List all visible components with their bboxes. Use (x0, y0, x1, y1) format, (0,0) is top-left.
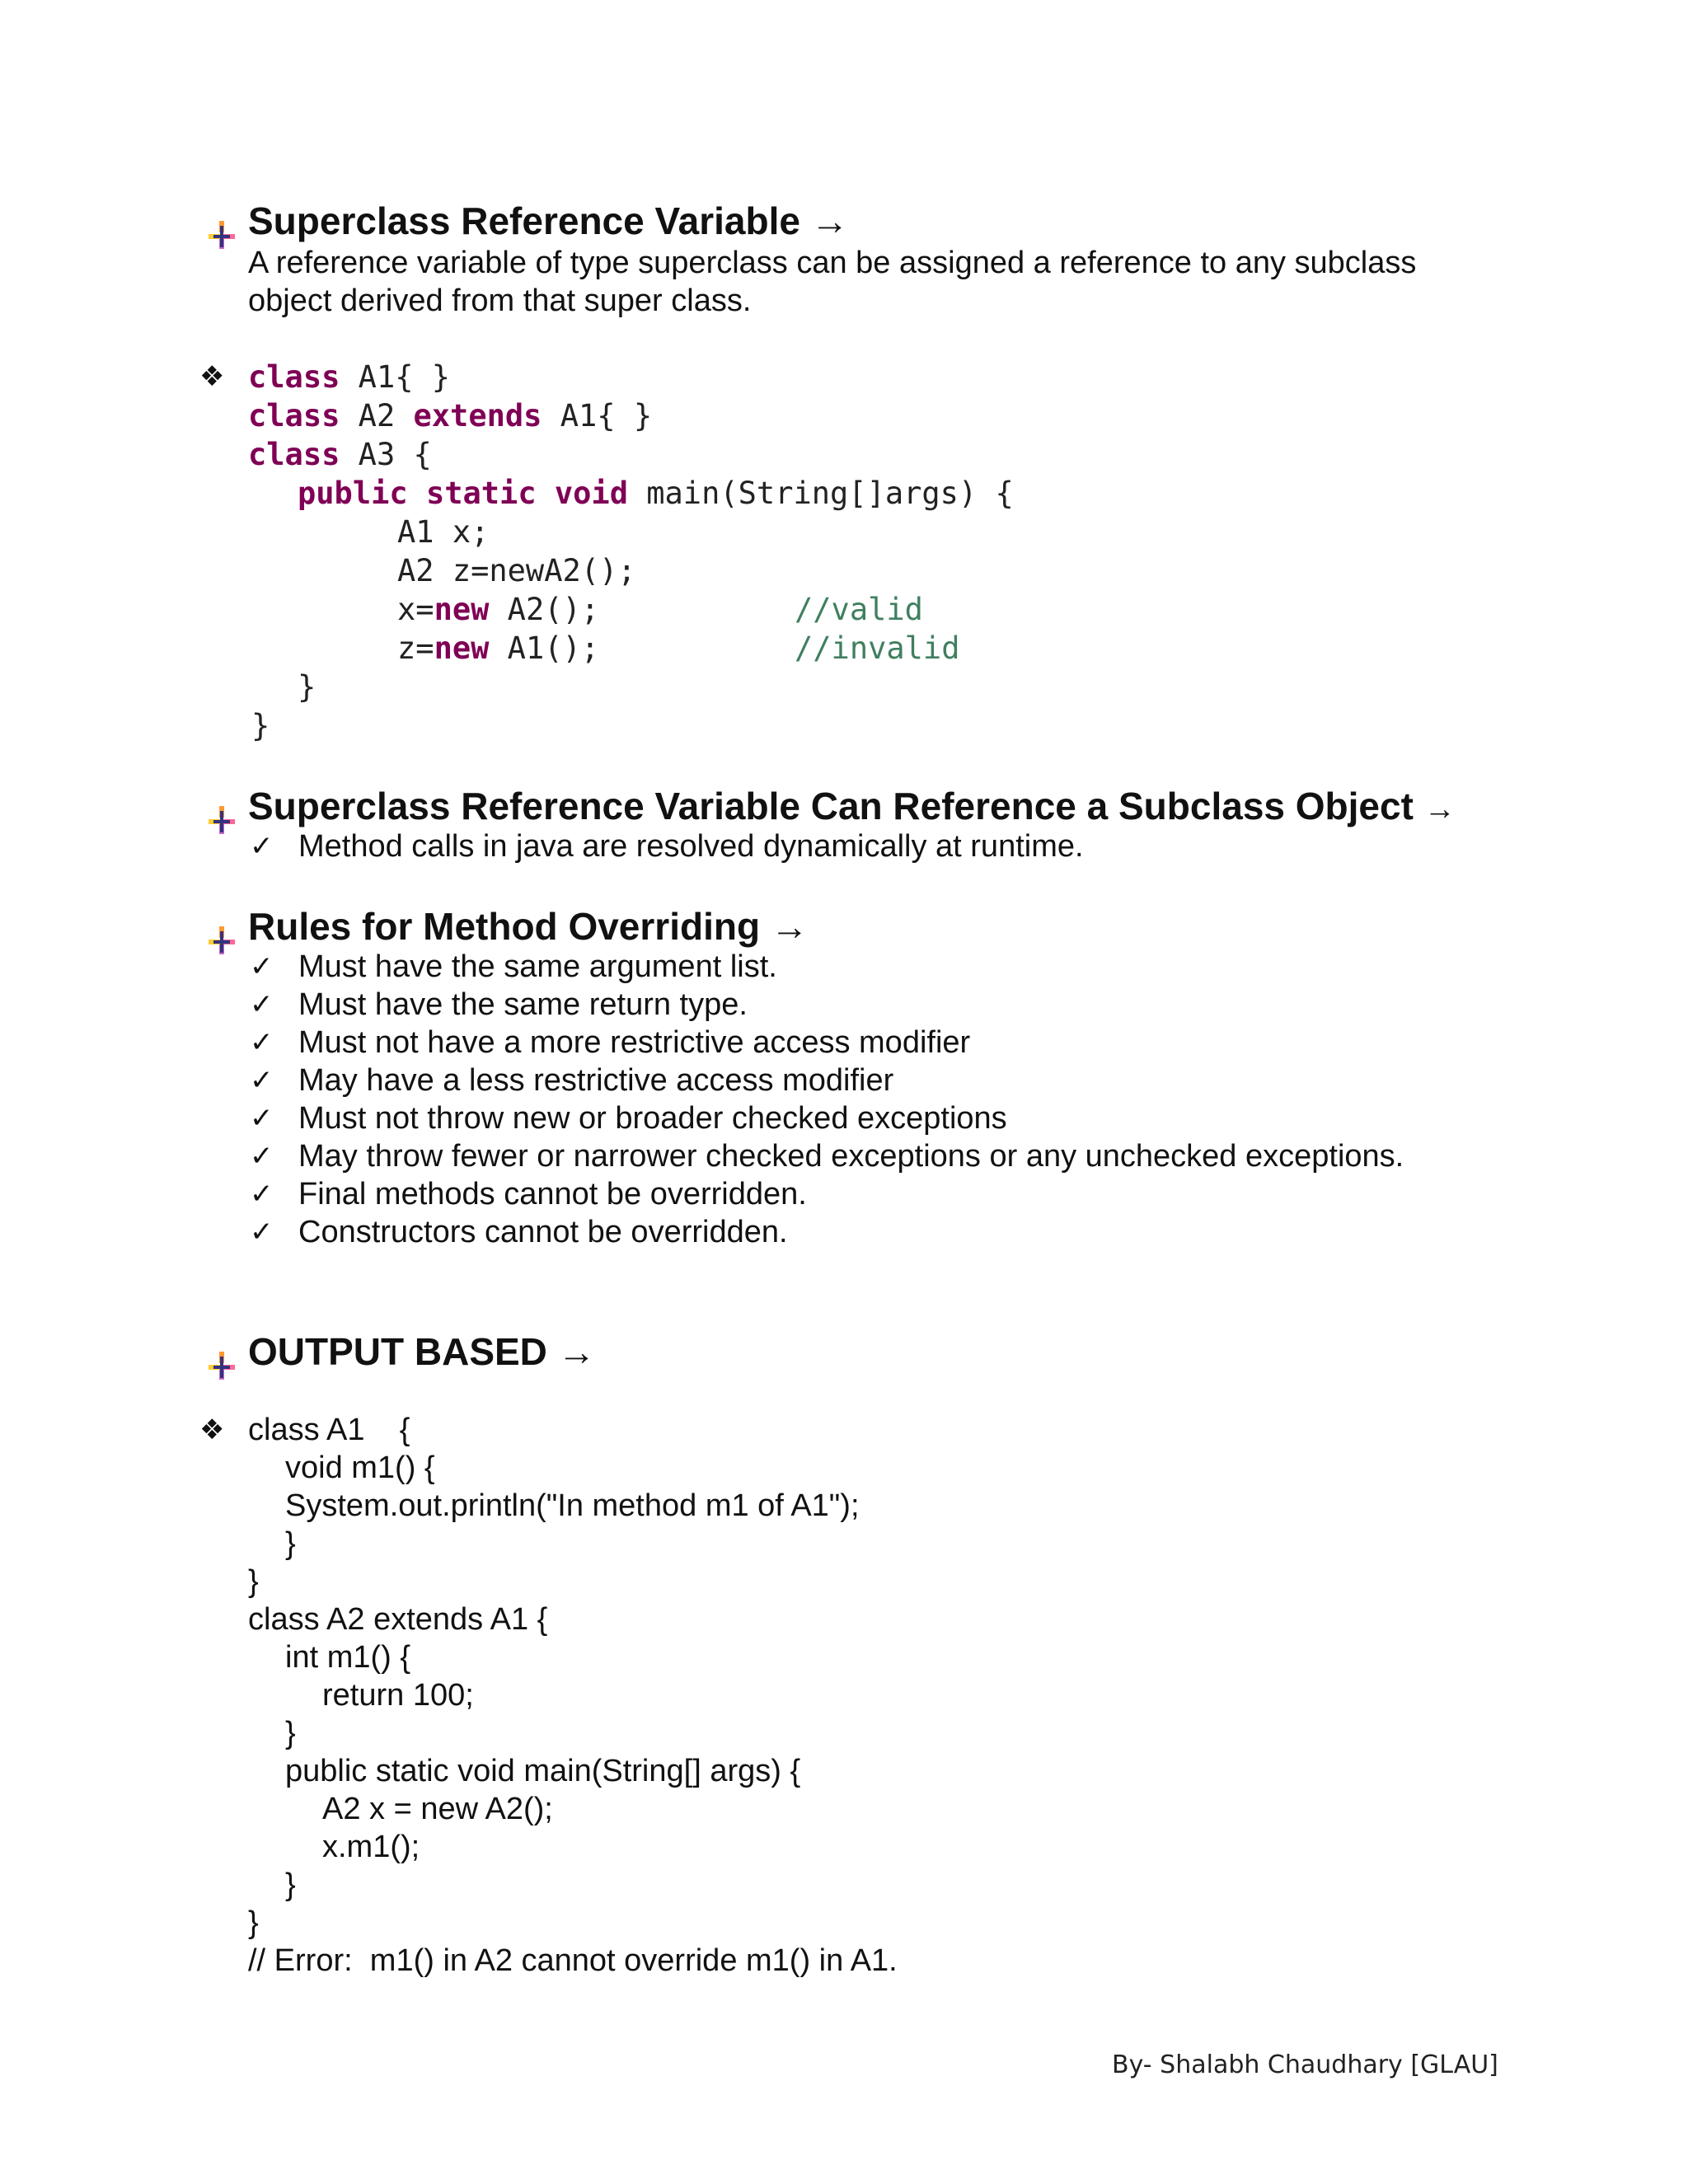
code-text: main(String[]args) { (627, 476, 1014, 511)
code-line: } (285, 1526, 296, 1561)
code-keyword: class (248, 398, 340, 434)
code-keyword: new (434, 592, 490, 627)
code-keyword: void (554, 476, 628, 511)
check-icon: ✓ (250, 988, 274, 1021)
code-line: A1 x; (397, 514, 490, 550)
code-text: z= (397, 630, 434, 666)
code-keyword: extends (413, 398, 542, 434)
code-line: void m1() { (285, 1451, 435, 1485)
section-heading-output-based: OUTPUT BASED → (248, 1330, 596, 1373)
code-line: A2 z=newA2(); (397, 553, 636, 588)
section1-paragraph-line-2: object derived from that super class. (248, 284, 752, 318)
code-line: System.out.println("In method m1 of A1"); (285, 1488, 860, 1523)
code-line: int m1() { (285, 1640, 411, 1675)
section1-paragraph-line-1: A reference variable of type superclass can be assigned a reference to any subclass (248, 246, 1417, 280)
code-text: A2 (340, 398, 414, 434)
code-keyword: public (298, 476, 408, 511)
check-icon: ✓ (250, 950, 274, 983)
code-keyword: new (434, 630, 490, 666)
code-line (397, 590, 599, 629)
arrow-icon: → (1423, 792, 1456, 827)
code-text: A2(); (489, 592, 600, 627)
code-line: class A2 extends A1 { (248, 1602, 548, 1637)
code-text: A3 { (340, 437, 432, 472)
code-error-comment: // Error: m1() in A2 cannot override m1() in A1. (248, 1943, 898, 1978)
code-text: x= (397, 592, 434, 627)
check-icon: ✓ (250, 1064, 274, 1097)
code-comment: //valid (795, 592, 923, 627)
check-icon: ✓ (250, 1216, 274, 1249)
code-line (397, 629, 599, 668)
check-icon: ✓ (250, 830, 274, 863)
code-line: } (285, 1716, 296, 1750)
code-line: } (298, 669, 316, 705)
list-item: Must not have a more restrictive access modifier (298, 1025, 971, 1060)
footer-author: By- Shalabh Chaudhary [GLAU] (1112, 2050, 1498, 2079)
section-heading-rules-overriding: Rules for Method Overriding → (248, 905, 809, 948)
code-text: A1{ } (340, 359, 451, 395)
code-line (248, 396, 652, 435)
section-heading-superclass-reference: Superclass Reference Variable → (248, 199, 849, 242)
heading-bullet-icon (198, 1333, 231, 1366)
code-line: public static void main(String[] args) { (285, 1754, 801, 1788)
code-line (298, 474, 1014, 513)
list-item: Must not throw new or broader checked exceptions (298, 1101, 1007, 1136)
code-line (248, 358, 450, 396)
section-heading-superclass-subclass (248, 783, 1456, 832)
check-icon: ✓ (250, 1026, 274, 1059)
list-item: May throw fewer or narrower checked exceptions or any unchecked exceptions. (298, 1139, 1404, 1174)
list-item: Must have the same argument list. (298, 949, 777, 984)
check-icon: ✓ (250, 1140, 274, 1173)
diamond-bullet-icon: ❖ (199, 1413, 225, 1446)
heading-bullet-icon (198, 908, 231, 941)
heading-text: Superclass Reference Variable Can Reference a Subclass Object (248, 785, 1414, 827)
code-line: class A1 { (248, 1413, 410, 1447)
list-item: Constructors cannot be overridden. (298, 1215, 788, 1249)
list-item: Method calls in java are resolved dynamically at runtime. (298, 829, 1084, 864)
list-item: Final methods cannot be overridden. (298, 1177, 807, 1212)
heading-bullet-icon (198, 788, 231, 821)
code-text: A1{ } (542, 398, 653, 434)
diamond-bullet-icon: ❖ (199, 360, 225, 393)
code-line: return 100; (322, 1678, 474, 1713)
heading-bullet-icon (198, 203, 231, 236)
code-line: x.m1(); (322, 1830, 420, 1864)
code-line: } (285, 1868, 296, 1902)
code-line (248, 435, 432, 474)
code-line: A2 x = new A2(); (322, 1792, 553, 1826)
code-line: } (251, 708, 270, 743)
code-text: A1(); (489, 630, 600, 666)
code-keyword: class (248, 359, 340, 395)
code-line: } (248, 1905, 259, 1940)
list-item: May have a less restrictive access modifier (298, 1063, 894, 1098)
code-keyword: static (425, 476, 537, 511)
list-item: Must have the same return type. (298, 987, 748, 1022)
code-keyword: class (248, 437, 340, 472)
code-comment: //invalid (795, 630, 960, 666)
code-line: } (248, 1564, 259, 1599)
check-icon: ✓ (250, 1102, 274, 1135)
check-icon: ✓ (250, 1178, 274, 1211)
